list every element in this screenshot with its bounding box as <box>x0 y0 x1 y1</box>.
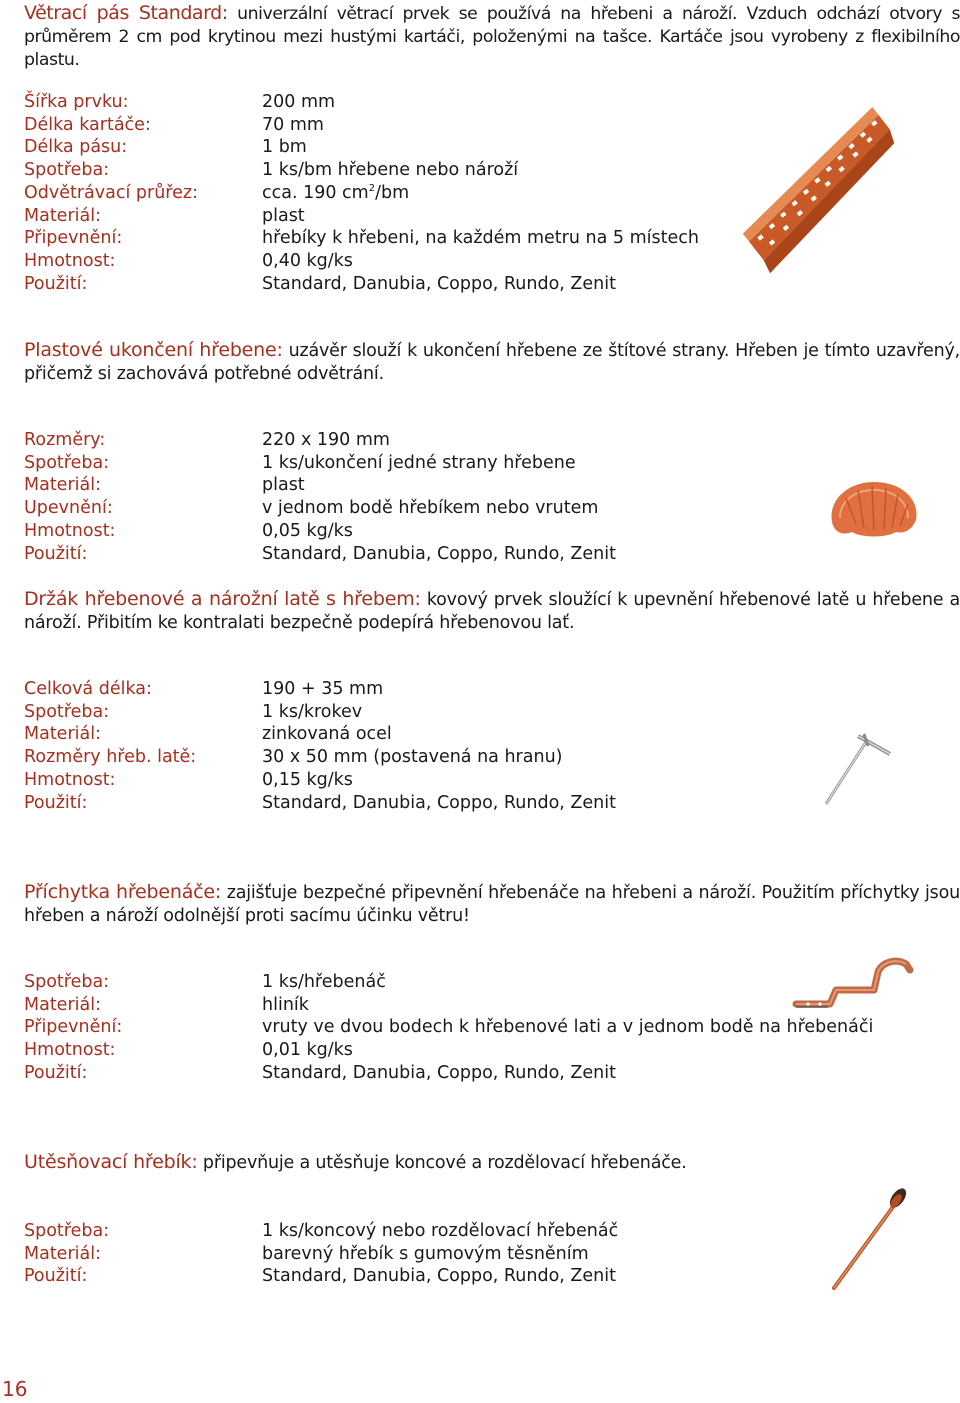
spec-row <box>24 159 699 182</box>
section-title: Držák hřebenové a nárožní latě s hřebem: <box>24 588 421 610</box>
section-title: Plastové ukončení hřebene: <box>24 339 283 361</box>
spec-value: 200 mm <box>262 92 336 112</box>
spec-row <box>24 429 616 452</box>
spec-value: v jednom bodě hřebíkem nebo vrutem <box>262 498 599 519</box>
section-title: Větrací pás Standard: <box>24 2 228 24</box>
spec-value: 1 ks/koncový nebo rozdělovací hřebenáč <box>262 1221 619 1241</box>
spec-row <box>24 227 699 250</box>
spec-row <box>24 497 616 520</box>
spec-label: Spotřeba: <box>24 972 110 992</box>
spec-label: Materiál: <box>24 475 101 496</box>
spec-row <box>24 250 699 273</box>
section-title: Příchytka hřebenáče: <box>24 881 222 903</box>
section-description: připevňuje a utěsňuje koncové a rozdělovací hřebenáče. <box>197 1153 687 1173</box>
spec-label: Hmotnost: <box>24 769 116 790</box>
section-title: Utěsňovací hřebík: <box>24 1151 198 1173</box>
section-vetraci-pas-intro <box>24 2 960 72</box>
spec-row <box>24 91 699 114</box>
spec-label: Hmotnost: <box>24 1040 116 1061</box>
spec-row <box>24 723 616 746</box>
section-utesnovaci-hrebik-intro <box>24 1151 960 1175</box>
spec-row <box>24 792 616 815</box>
spec-label: Délka pásu: <box>24 137 128 158</box>
sealing-nail-image <box>828 1184 914 1294</box>
spec-label: Připevnění: <box>24 228 123 249</box>
spec-value: 1 ks/krokev <box>262 701 363 722</box>
spec-value: zinkovaná ocel <box>262 724 392 745</box>
spec-label: Spotřeba: <box>24 1221 110 1241</box>
spec-label: Použití: <box>24 543 88 564</box>
spec-label: Délka kartáče: <box>24 114 151 135</box>
spec-label: Hmotnost: <box>24 520 116 541</box>
spec-value: plast <box>262 475 305 496</box>
batten-holder-image <box>818 724 898 810</box>
spec-table <box>24 429 616 565</box>
spec-label: Spotřeba: <box>24 160 110 181</box>
spec-value: Standard, Danubia, Coppo, Rundo, Zenit <box>262 543 616 564</box>
spec-label: Materiál: <box>24 1243 101 1264</box>
value-text: /bm <box>375 182 410 203</box>
spec-label: Celková délka: <box>24 679 152 699</box>
spec-row <box>24 1220 618 1243</box>
section-description: uzávěr slouží k ukončení hřebene ze štítové strany. Hřeben je tímto uzavřený, přičemž si zachovává potřebné odvětrání. <box>24 341 960 384</box>
spec-table <box>24 91 699 295</box>
ridge-vent-strip-image <box>728 105 918 275</box>
spec-label: Použití: <box>24 273 88 294</box>
spec-table <box>24 1220 618 1288</box>
spec-label: Upevnění: <box>24 498 113 519</box>
spec-label: Šířka prvku: <box>24 92 129 112</box>
spec-row <box>24 1062 873 1085</box>
spec-value: 1 bm <box>262 137 307 158</box>
spec-label: Odvětrávací průřez: <box>24 182 198 203</box>
spec-value: 0,15 kg/ks <box>262 769 353 790</box>
spec-label: Spotřeba: <box>24 452 110 473</box>
page-number: 16 <box>2 1377 28 1401</box>
spec-value: 1 ks/bm hřebene nebo nároží <box>262 160 519 181</box>
spec-row <box>24 994 873 1017</box>
spec-value: 1 ks/ukončení jedné strany hřebene <box>262 452 576 473</box>
spec-value: Standard, Danubia, Coppo, Rundo, Zenit <box>262 273 616 294</box>
section-prichytka-intro <box>24 881 960 928</box>
spec-label: Použití: <box>24 1266 88 1287</box>
spec-value <box>262 182 409 205</box>
section-description: kovový prvek sloužící k upevnění hřebenové latě u hřebene a nároží. Přibitím ke kontralati bezpečně podepírá hřebenovou lať. <box>24 590 960 633</box>
spec-value: 190 + 35 mm <box>262 679 384 699</box>
spec-row <box>24 678 616 701</box>
spec-value: Standard, Danubia, Coppo, Rundo, Zenit <box>262 1062 616 1083</box>
spec-row <box>24 452 616 475</box>
spec-row <box>24 1039 873 1062</box>
spec-table <box>24 971 873 1085</box>
spec-row <box>24 971 873 994</box>
spec-value: plast <box>262 205 305 226</box>
section-description: univerzální větrací prvek se používá na hřebeni a nároží. Vzduch odchází otvory s průměrem 2 cm pod krytinou mezi hustými kartáči, položenými na tašce. Kartáče jsou vyrobeny z flexibilního plastu. <box>24 4 960 70</box>
spec-row <box>24 701 616 724</box>
spec-label: Rozměry hřeb. latě: <box>24 747 197 768</box>
spec-row <box>24 543 616 566</box>
spec-label: Spotřeba: <box>24 701 110 722</box>
spec-value: 220 x 190 mm <box>262 430 390 450</box>
spec-row <box>24 746 616 769</box>
spec-value: 70 mm <box>262 114 324 135</box>
superscript: 2 <box>368 182 376 194</box>
spec-label: Hmotnost: <box>24 250 116 271</box>
spec-value: 1 ks/hřebenáč <box>262 972 386 992</box>
spec-value: Standard, Danubia, Coppo, Rundo, Zenit <box>262 1266 616 1287</box>
spec-value: vruty ve dvou bodech k hřebenové lati a v jednom bodě na hřebenáči <box>262 1017 874 1038</box>
spec-row <box>24 136 699 159</box>
value-text: cca. 190 cm <box>262 182 369 203</box>
ridge-end-cap-image <box>826 478 922 540</box>
spec-row <box>24 520 616 543</box>
spec-row <box>24 205 699 228</box>
spec-value: 0,01 kg/ks <box>262 1040 353 1061</box>
spec-row <box>24 1016 873 1039</box>
spec-label: Připevnění: <box>24 1017 123 1038</box>
spec-label: Materiál: <box>24 994 101 1015</box>
section-plastove-ukonceni-intro <box>24 339 960 386</box>
spec-value: hřebíky k hřebeni, na každém metru na 5 místech <box>262 228 699 249</box>
spec-row <box>24 769 616 792</box>
spec-label: Materiál: <box>24 724 101 745</box>
section-description: zajišťuje bezpečné připevnění hřebenáče na hřebeni a nároží. Použitím příchytky jsou hřeben a nároží odolnější proti sacímu účinku větru! <box>24 883 960 926</box>
spec-table <box>24 678 616 814</box>
spec-label: Rozměry: <box>24 430 106 450</box>
spec-value: barevný hřebík s gumovým těsněním <box>262 1243 589 1264</box>
ridge-tile-clip-image <box>792 952 916 1014</box>
spec-value: 0,40 kg/ks <box>262 250 353 271</box>
section-drzak-late-intro <box>24 588 960 635</box>
spec-label: Použití: <box>24 1062 88 1083</box>
spec-row <box>24 114 699 137</box>
spec-label: Materiál: <box>24 205 101 226</box>
spec-label: Použití: <box>24 792 88 813</box>
spec-row <box>24 273 699 296</box>
spec-row <box>24 182 699 205</box>
spec-value: 0,05 kg/ks <box>262 520 353 541</box>
spec-value: Standard, Danubia, Coppo, Rundo, Zenit <box>262 792 616 813</box>
spec-value: hliník <box>262 994 309 1015</box>
spec-row <box>24 1265 618 1288</box>
spec-value: 30 x 50 mm (postavená na hranu) <box>262 747 563 768</box>
spec-row <box>24 1243 618 1266</box>
spec-row <box>24 474 616 497</box>
